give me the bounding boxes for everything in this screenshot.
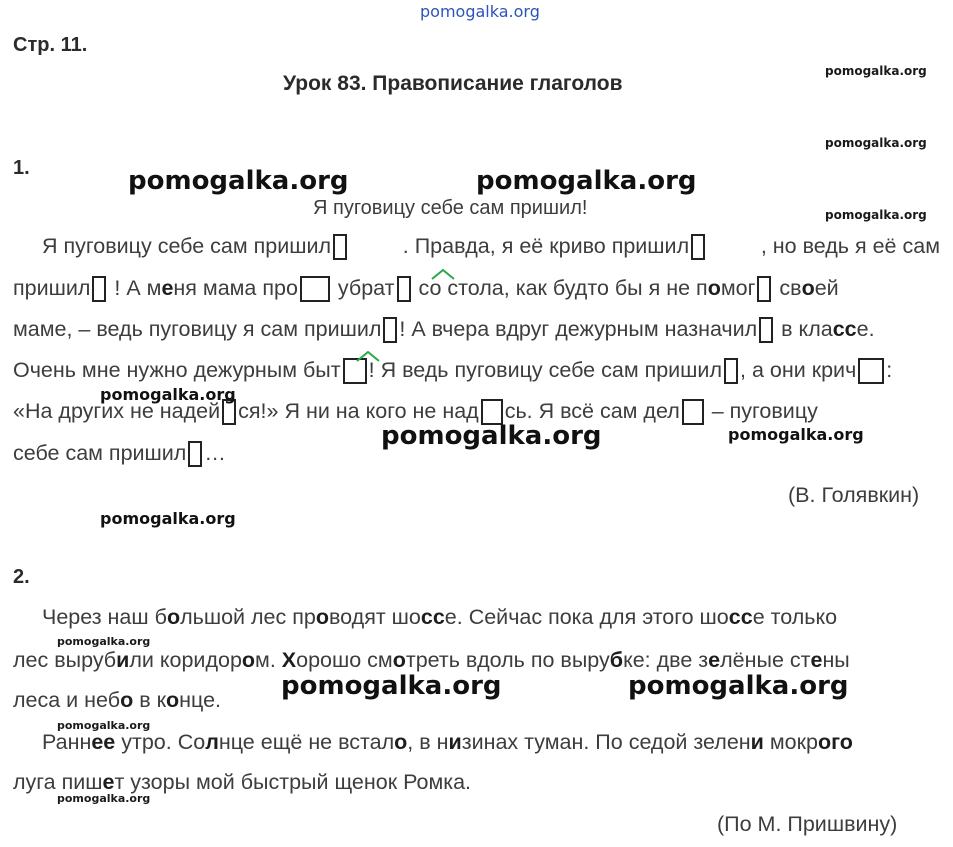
text-fragment: Очень мне нужно дежурным быт <box>13 358 341 382</box>
text-fragment: в кла <box>775 317 833 341</box>
answer-box <box>188 441 202 467</box>
highlighted-letter: л <box>205 730 219 754</box>
text-fragment: ня мама про <box>173 276 298 300</box>
text-fragment: . Правда, я её криво пришил <box>402 234 690 258</box>
text-fragment: , а они крич <box>740 358 857 382</box>
text-fragment: сь. Я всё сам дел <box>504 399 680 423</box>
text-fragment: в к <box>133 688 166 712</box>
text-fragment: орошо см <box>296 648 393 672</box>
highlighted-letter: е <box>810 648 823 672</box>
watermark: pomogalka.org <box>825 136 927 150</box>
text-fragment: водят шо <box>328 605 421 629</box>
text-fragment: – пуговицу <box>705 399 818 423</box>
text-line <box>42 730 942 755</box>
text-line <box>13 441 226 467</box>
answer-box <box>691 234 705 260</box>
text-fragment: леса и неб <box>13 688 121 712</box>
highlighted-letter: о <box>166 605 181 629</box>
text-fragment: ке: две з <box>623 648 709 672</box>
answer-box <box>759 317 773 343</box>
watermark: pomogalka.org <box>628 671 849 701</box>
text-fragment: мокр <box>763 730 818 754</box>
highlighted-letter: ого <box>817 730 853 754</box>
text-fragment: льшой лес пр <box>180 605 316 629</box>
highlighted-letter: е <box>161 276 174 300</box>
highlighted-letter: о <box>707 276 721 300</box>
page-number: Стр. 11. <box>13 34 88 56</box>
exercise-number: 1. <box>13 157 30 179</box>
text-fragment: , но ведь я её сам <box>760 234 940 258</box>
text-fragment: св <box>773 276 802 300</box>
text-fragment: нце ещё не встал <box>218 730 395 754</box>
highlighted-letter: и <box>448 730 462 754</box>
lesson-title: Урок 83. Правописание глаголов <box>283 72 623 95</box>
author: (В. Голявкин) <box>788 483 920 507</box>
text-fragment: себе сам пришил <box>13 441 187 465</box>
highlighted-letter: е <box>708 648 721 672</box>
text-fragment: Через наш б <box>42 605 167 629</box>
highlighted-letter: о <box>166 688 180 712</box>
answer-box <box>682 399 704 425</box>
watermark: pomogalka.org <box>381 421 602 451</box>
text-fragment: лёные ст <box>720 648 811 672</box>
text-fragment: ны <box>822 648 850 672</box>
text-fragment: луга пиш <box>13 770 103 794</box>
highlighted-letter: и <box>750 730 764 754</box>
answer-box <box>383 317 397 343</box>
watermark: pomogalka.org <box>57 792 151 805</box>
text-fragment <box>42 234 349 260</box>
text-fragment: утро. Со <box>115 730 206 754</box>
highlighted-letter: ее <box>91 730 116 754</box>
watermark: pomogalka.org <box>825 64 927 78</box>
text-fragment: е. <box>856 317 875 341</box>
highlighted-letter: Х <box>281 648 297 672</box>
text-fragment: т узоры мой быстрый щенок Ромка. <box>114 770 472 794</box>
answer-box <box>92 276 106 302</box>
answer-box <box>333 234 347 260</box>
watermark: pomogalka.org <box>128 166 349 196</box>
text-line <box>13 648 943 673</box>
answer-box <box>300 276 330 302</box>
text-fragment: м. <box>255 648 282 672</box>
watermark: pomogalka.org <box>57 635 151 648</box>
highlighted-letter: сс <box>728 605 753 629</box>
text-fragment: зинах туман. По седой зелен <box>461 730 751 754</box>
text-fragment: ! А м <box>114 276 162 300</box>
answer-box <box>724 358 738 384</box>
exercise-number: 2. <box>13 566 30 588</box>
text-fragment: : <box>886 358 893 382</box>
text-fragment: лес выруб <box>13 648 117 672</box>
text-line <box>13 688 221 713</box>
highlighted-letter: сс <box>420 605 445 629</box>
text-fragment: убрат <box>331 276 395 300</box>
text-fragment: ! Я ведь пуговицу себе сам пришил <box>368 358 722 382</box>
highlighted-letter: е <box>102 770 115 794</box>
text-fragment: , в н <box>407 730 449 754</box>
watermark: pomogalka.org <box>100 385 236 404</box>
highlighted-letter: сс <box>832 317 857 341</box>
watermark: pomogalka.org <box>728 425 864 444</box>
text-fragment: е. Сейчас пока для этого шо <box>444 605 729 629</box>
watermark: pomogalka.org <box>100 509 236 528</box>
highlighted-letter: и <box>116 648 130 672</box>
highlighted-letter: о <box>394 730 408 754</box>
highlighted-letter: о <box>801 276 815 300</box>
text-fragment: «На других не надей <box>13 399 221 423</box>
text-fragment: ся!» Я ни на кого не над <box>238 399 479 423</box>
watermark: pomogalka.org <box>281 671 502 701</box>
text-line <box>42 605 942 630</box>
watermark: pomogalka.org <box>825 208 927 222</box>
watermark: pomogalka.org <box>57 719 151 732</box>
highlighted-letter: о <box>392 648 406 672</box>
text-fragment: пришил <box>13 276 91 300</box>
text-fragment: маме, – ведь пуговицу я сам пришил <box>13 317 382 341</box>
watermark: pomogalka.org <box>476 166 697 196</box>
text-line <box>13 317 941 343</box>
highlighted-letter: о <box>315 605 329 629</box>
highlighted-letter: б <box>609 648 624 672</box>
answer-box <box>757 276 771 302</box>
text-fragment: нце. <box>179 688 222 712</box>
text-line <box>42 234 940 260</box>
text-fragment: … <box>204 441 226 465</box>
highlighted-letter: о <box>241 648 256 672</box>
text-fragment: Я пуговицу себе сам пришил <box>42 234 332 258</box>
site-header-link[interactable]: pomogalka.org <box>420 2 540 21</box>
highlighted-letter: о <box>120 688 134 712</box>
text-fragment: е только <box>752 605 838 629</box>
text-line <box>13 358 943 384</box>
text-fragment <box>403 234 707 260</box>
text-line <box>13 276 941 302</box>
text-fragment: треть вдоль по выру <box>405 648 610 672</box>
author: (По М. Пришвину) <box>717 812 898 836</box>
text-fragment: мог <box>720 276 756 300</box>
text-fragment: ей <box>814 276 839 300</box>
answer-box <box>858 358 884 384</box>
text-fragment: ! А вчера вдруг дежурным назначил <box>399 317 758 341</box>
text-fragment: ли коридор <box>129 648 242 672</box>
text-title: Я пуговицу себе сам пришил! <box>313 197 588 219</box>
text-fragment: со стола, как будто бы я не п <box>418 276 708 300</box>
text-fragment: Ранн <box>42 730 92 754</box>
answer-box <box>397 276 411 302</box>
